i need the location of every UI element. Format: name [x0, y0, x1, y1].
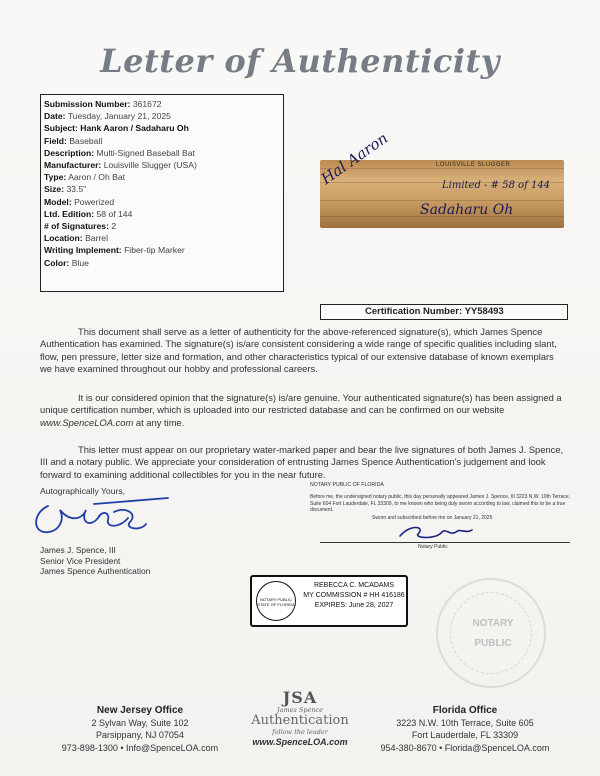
- certification-label: Certification Number:: [365, 306, 463, 317]
- fl-office: [360, 704, 570, 754]
- notary-name: REBECCA C. MCADAMS: [313, 582, 395, 589]
- detail-row: [44, 232, 283, 244]
- field-label: Subject:: [44, 123, 78, 134]
- detail-row: [44, 257, 283, 269]
- field-value: Blue: [71, 257, 89, 268]
- signer-name: James J. Spence, III: [40, 545, 116, 555]
- signer-block: [40, 545, 150, 577]
- oh-signature: Sadaharu Oh: [420, 202, 514, 218]
- field-value: Fiber-tip Marker: [124, 245, 185, 256]
- commission-expiry: EXPIRES: June 28, 2027: [314, 602, 394, 609]
- detail-row: [44, 110, 283, 122]
- detail-row: [44, 122, 283, 134]
- submission-details-box: [40, 94, 284, 292]
- state-seal-icon: [256, 581, 296, 621]
- paragraph-text-a: It is our considered opinion that the signature(s) is/are genuine. Your authenticated signature(s) has been assigned a unique certification number, which is uploaded into our restricted database and can be confirmed on our website: [40, 392, 562, 416]
- office-address-1: 3223 N.W. 10th Terrace, Suite 605: [396, 718, 534, 729]
- detail-row: [44, 98, 283, 110]
- paragraph-text-b: at any time.: [133, 416, 185, 428]
- notary-signature-line: [320, 542, 570, 543]
- field-label: Type:: [44, 172, 67, 183]
- aaron-signature: Hal Aaron: [317, 128, 392, 188]
- field-label: Model:: [44, 196, 72, 207]
- field-value: 361672: [132, 99, 162, 109]
- emboss-text-1: NOTARY: [472, 618, 514, 629]
- notary-header: NOTARY PUBLIC OF FLORIDA: [310, 482, 384, 488]
- signer-role: Senior Vice President: [40, 555, 121, 566]
- field-label: Writing Implement:: [44, 245, 122, 256]
- logo-tagline: follow the leader: [272, 728, 328, 736]
- notary-stamp: [250, 575, 408, 627]
- office-title: New Jersey Office: [96, 705, 184, 716]
- paragraph-opinion: [40, 392, 568, 429]
- field-value: Hank Aaron / Sadaharu Oh: [80, 123, 189, 134]
- website-link[interactable]: www.SpenceLOA.com: [40, 416, 134, 428]
- notary-statement: Before me, the undersigned notary public, this day personally appeared James J. Spence, III 3223 N.W. 10th Terrace, Suite 604 Fort Lauderdale, FL 33309, to me known who being duly sworn according to law, claimed this to be a true document.: [310, 494, 571, 514]
- detail-row: [44, 208, 283, 220]
- field-label: Field:: [44, 135, 67, 146]
- certification-number-box: [320, 304, 568, 320]
- embossed-notary-seal-icon: [436, 578, 546, 688]
- office-contact: 954-380-8670 • Florida@SpenceLOA.com: [380, 742, 550, 753]
- closing-text: Autographically Yours,: [40, 486, 126, 496]
- office-address-2: Parsippany, NJ 07054: [96, 730, 184, 741]
- stamp-text: [302, 581, 406, 611]
- office-address-2: Fort Lauderdale, FL 33309: [411, 730, 519, 741]
- field-value: Barrel: [85, 233, 108, 244]
- document-title: Letter of Authenticity: [100, 42, 500, 80]
- notary-signature: [396, 520, 476, 544]
- detail-row: [44, 147, 283, 159]
- bat-brand-stamp: LOUISVILLE SLUGGER: [436, 162, 511, 168]
- field-label: Date:: [44, 111, 66, 122]
- detail-row: [44, 196, 283, 208]
- detail-row: [44, 244, 283, 256]
- paragraph-requirements: [40, 444, 568, 481]
- field-label: Location:: [44, 233, 83, 244]
- logo-line-a: James Spence: [276, 706, 324, 714]
- notary-sworn-date: Sworn and subscribed before me on January 21, 2025: [372, 515, 493, 521]
- paragraph-authenticity: [40, 326, 568, 376]
- field-label: Ltd. Edition:: [44, 208, 95, 219]
- office-address-1: 2 Sylvan Way, Suite 102: [91, 718, 189, 729]
- logo-line-b: Authentication: [251, 713, 349, 728]
- field-value: Powerized: [74, 196, 115, 207]
- field-value: Tuesday, January 21, 2025: [67, 111, 171, 122]
- paragraph-text: [40, 392, 568, 429]
- bat-photo: [317, 128, 564, 228]
- detail-row: [44, 220, 283, 232]
- field-label: Color:: [44, 257, 70, 268]
- field-label: # of Signatures:: [44, 221, 109, 232]
- jsa-logo: [240, 690, 360, 749]
- field-value: 33.5": [66, 184, 87, 195]
- field-label: Submission Number:: [44, 99, 131, 109]
- logo-mark: JSA: [282, 688, 318, 707]
- logo-url[interactable]: www.SpenceLOA.com: [252, 737, 348, 747]
- field-label: Description:: [44, 147, 95, 158]
- detail-row: [44, 135, 283, 147]
- nj-office: [40, 704, 240, 754]
- paragraph-text: This letter must appear on our proprietary water-marked paper and bear the live signatures of both James J. Spence, III and a notary public. We appreciate your consideration of entrusting James Spence Authentication's judgement and look forward to examining additional collectibles for you in the near future.: [40, 444, 564, 480]
- paragraph-text: This document shall serve as a letter of authenticity for the above-referenced signature(s), which James Spence Authentication has examined. The signature(s) is/are consistent considering a wide range of specific qualities including slant, flow, pen pressure, letter size and formation, and other characteristics typical of our extensive database of known exemplars we have examined throughout our hobby and professional careers.: [40, 326, 557, 375]
- limited-edition-inscription: Limited - # 58 of 144: [442, 180, 551, 191]
- emboss-text-2: PUBLIC: [474, 638, 512, 649]
- emboss-ring: [450, 592, 532, 674]
- detail-row: [44, 171, 283, 183]
- detail-row: [44, 159, 283, 171]
- signer-company: James Spence Authentication: [40, 566, 151, 576]
- field-value: Baseball: [69, 135, 103, 146]
- detail-row: [44, 183, 283, 195]
- field-value: 2: [111, 221, 117, 232]
- field-label: Size:: [44, 184, 65, 195]
- office-contact: 973-898-1300 • Info@SpenceLOA.com: [61, 742, 219, 753]
- office-title: Florida Office: [432, 705, 498, 716]
- field-value: Louisville Slugger (USA): [103, 160, 197, 171]
- field-label: Manufacturer:: [44, 160, 102, 171]
- certification-value: YY58493: [464, 306, 504, 317]
- field-value: 58 of 144: [96, 208, 133, 219]
- field-value: Aaron / Oh Bat: [68, 172, 126, 183]
- commission-number: MY COMMISSION # HH 416186: [303, 592, 405, 599]
- field-value: Multi-Signed Baseball Bat: [96, 147, 195, 158]
- notary-public-label: Notary Public: [418, 544, 448, 550]
- spence-signature: [30, 492, 180, 538]
- seal-text: NOTARY PUBLIC STATE OF FLORIDA: [257, 596, 295, 607]
